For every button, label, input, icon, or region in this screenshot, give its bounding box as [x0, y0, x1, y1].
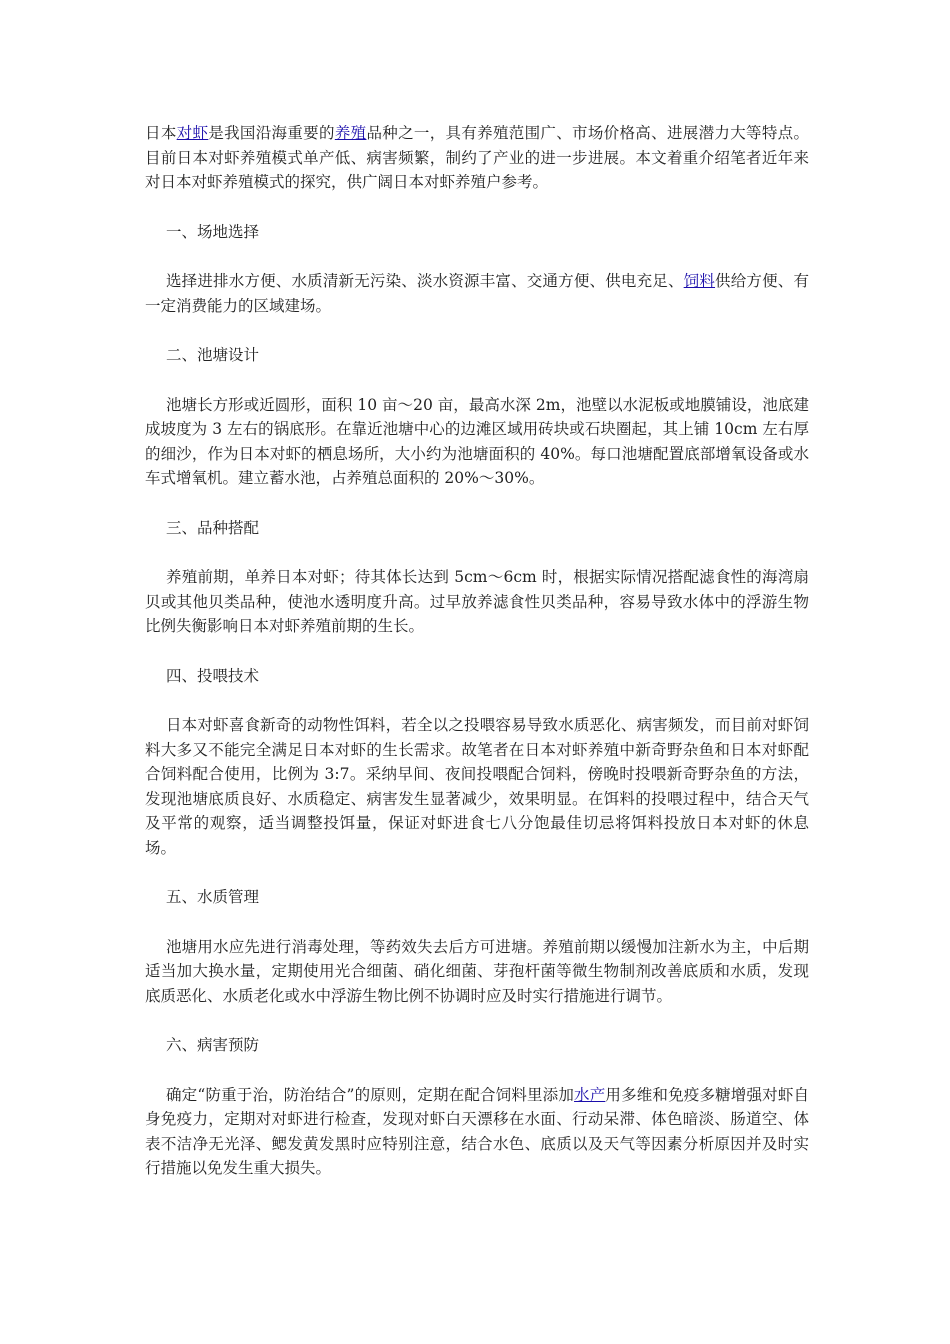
water-quality-paragraph: 池塘用水应先进行消毒处理，等药效失去后方可进塘。养殖前期以缓慢加注新水为主，中后期适当加大换水量，定期使用光合细菌、硝化细菌、芽孢杆菌等微生物制剂改善底质和水质，发现底质恶化、水质老化或水中浮游生物比例不协调时应及时实行措施进行调节。: [145, 937, 809, 1005]
disease-prevention-text-2: 用多维和免疫多糖增强对虾自身免疫力，定期对对虾进行检查，发现对虾白天漂移在水面、行动呆滞、体色暗淡、肠道空、体表不洁净无光泽、鳃发黄发黑时应特别注意，结合水色、底质以及天气等因素分析原因并及时实行措施以免发生重大损失。: [145, 1085, 809, 1177]
link-si-liao[interactable]: 饲料: [683, 272, 716, 290]
section-heading-disease-prevention: 六、病害预防: [166, 1036, 260, 1054]
section-heading-site-selection: 一、场地选择: [166, 222, 260, 241]
link-yang-zhi[interactable]: 养殖: [334, 124, 367, 142]
document-body: [145, 121, 809, 1206]
link-dui-xia[interactable]: 对虾: [176, 124, 209, 142]
disease-prevention-paragraph: [145, 1083, 809, 1181]
section-heading-water-quality: 五、水质管理: [166, 888, 260, 906]
site-selection-paragraph: [145, 269, 809, 318]
section-heading-species-mix: 三、品种搭配: [166, 518, 260, 537]
pond-design-paragraph: 池塘长方形或近圆形，面积 10 亩～20 亩，最高水深 2m，池壁以水泥板或地膜铺设，池底建成坡度为 3 左右的锅底形。在靠近池塘中心的边滩区域用砖块或石块圈起，其上铺 10cm 左右厚的细沙，作为日本对虾的栖息场所，大小约为池塘面积的 40%。每口池塘配置底部增氧设备或水车式增氧机。建立蓄水池，占养殖总面积的 20%～30%。: [145, 395, 809, 487]
site-selection-text-1: 选择进排水方便、水质清新无污染、淡水资源丰富、交通方便、供电充足、: [166, 272, 684, 290]
site-selection-text-2: 供给方便、有一定消费能力的区域建场。: [145, 272, 809, 315]
intro-text-3: 品种之一，具有养殖范围广、市场价格高、进展潜力大等特点。目前日本对虾养殖模式单产低、病害频繁，制约了产业的进一步进展。本文着重介绍笔者近年来对日本对虾养殖模式的探究，供广阔日本对虾养殖户参考。: [145, 124, 809, 191]
feeding-paragraph: 日本对虾喜食新奇的动物性饵料，若全以之投喂容易导致水质恶化、病害频发，而目前对虾饲料大多又不能完全满足日本对虾的生长需求。故笔者在日本对虾养殖中新奇野杂鱼和日本对虾配合饲料配合使用，比例为 3:7。采纳早间、夜间投喂配合饲料，傍晚时投喂新奇野杂鱼的方法，发现池塘底质良好、水质稳定、病害发生显著减少，效果明显。在饵料的投喂过程中，结合天气及平常的观察，适当调整投饵量，保证对虾进食七八分饱最佳切忌将饵料投放日本对虾的休息场。: [145, 716, 809, 857]
intro-paragraph: [145, 121, 809, 195]
intro-text-1: 日本: [145, 124, 177, 142]
section-heading-feeding: 四、投喂技术: [166, 666, 260, 685]
disease-prevention-text-1: 确定“防重于治，防治结合”的原则，定期在配合饲料里添加: [166, 1085, 575, 1104]
species-mix-paragraph: 养殖前期，单养日本对虾；待其体长达到 5cm～6cm 时，根据实际情况搭配滤食性的海湾扇贝或其他贝类品种，使池水透明度升高。过早放养滤食性贝类品种，容易导致水体中的浮游生物比例失衡影响日本对虾养殖前期的生长。: [145, 568, 809, 635]
intro-text-2: 是我国沿海重要的: [208, 124, 335, 142]
section-heading-pond-design: 二、池塘设计: [166, 346, 260, 364]
link-shui-chan[interactable]: 水产: [574, 1085, 606, 1104]
